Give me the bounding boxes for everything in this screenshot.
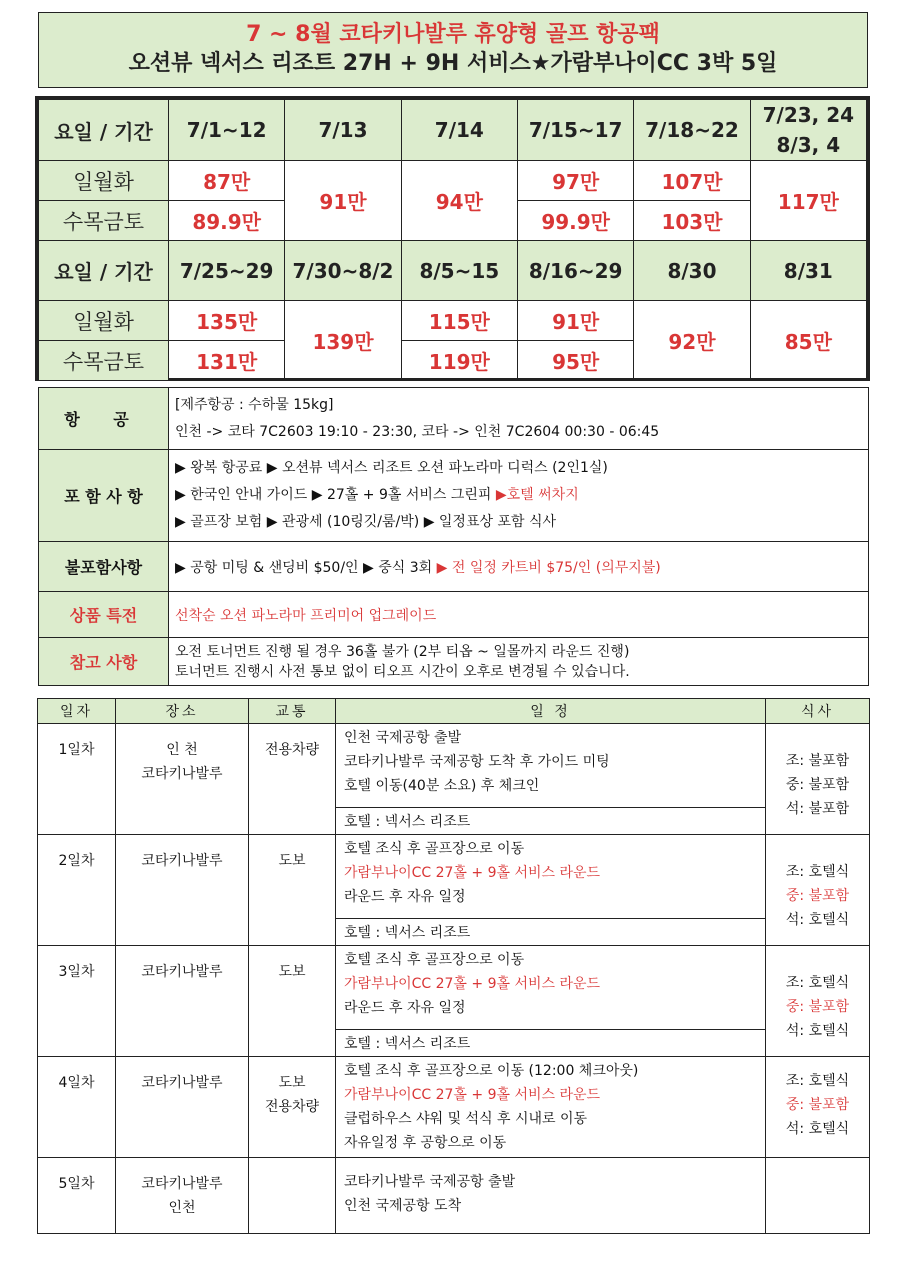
place-line: 코타키나발루 <box>141 766 223 782</box>
exclude-text: ▶ 공항 미팅 & 샌딩비 $50/인 ▶ 중식 3회 <box>175 559 437 576</box>
day-cell: 2일차 <box>38 835 116 946</box>
period-header: 요일 / 기간 <box>39 241 169 301</box>
flight-label: 항 공 <box>39 388 169 450</box>
meal-line: 중: 불포함 <box>785 887 850 904</box>
plan-cell <box>336 946 766 1030</box>
day-cell: 3일차 <box>38 946 116 1057</box>
exclude-info <box>169 542 869 592</box>
flight-line: [제주항공 : 수하물 15kg] <box>175 396 334 413</box>
price-cell: 92만 <box>634 301 750 381</box>
period-line: 7/23, 24 <box>762 103 855 127</box>
note-line: 오전 토너먼트 진행 될 경우 36홀 불가 (2부 티옵 ~ 일몰까지 라운드 진행) <box>175 643 630 660</box>
period-cell: 7/14 <box>401 100 517 161</box>
plan-line: 라운드 후 자유 일정 <box>344 1000 466 1016</box>
plan-line: 코타키나발루 국제공항 출발 <box>344 1174 516 1190</box>
price-cell: 135만 <box>169 301 285 341</box>
plan-line: 호텔 조식 후 골프장으로 이동 (12:00 체크아웃) <box>344 1063 639 1079</box>
place-line: 인천 <box>168 1200 196 1216</box>
plan-line: 호텔 이동(40분 소요) 후 체크인 <box>344 778 540 794</box>
price-cell: 139만 <box>285 301 401 381</box>
price-cell: 97만 <box>517 161 633 201</box>
price-cell: 89.9만 <box>169 201 285 241</box>
transport-cell: 도보 <box>249 946 336 1057</box>
day-cell: 1일차 <box>38 724 116 835</box>
meal-cell <box>766 1158 870 1234</box>
day-cell: 4일차 <box>38 1057 116 1158</box>
plan-line: 가람부나이CC 27홀 + 9홀 서비스 라운드 <box>344 865 601 881</box>
plan-line: 가람부나이CC 27홀 + 9홀 서비스 라운드 <box>344 1087 601 1103</box>
schedule-table <box>37 698 870 1234</box>
meal-line: 중: 불포함 <box>785 998 850 1015</box>
weekend-label: 수목금토 <box>39 341 169 381</box>
meal-line: 석: 호텔식 <box>785 1022 850 1039</box>
hotel-line: 호텔 : 넥서스 리조트 <box>336 1030 766 1057</box>
meal-line: 조: 불포함 <box>785 752 850 769</box>
price-cell: 85만 <box>750 301 866 381</box>
period-line: 8/3, 4 <box>776 133 841 157</box>
title-line-1: 7 ~ 8월 코타키나발루 휴양형 골프 항공팩 <box>246 22 660 47</box>
meal-cell <box>766 1057 870 1158</box>
plan-line: 호텔 조식 후 골프장으로 이동 <box>344 952 525 968</box>
price-cell: 103만 <box>634 201 750 241</box>
plan-line: 인천 국제공항 출발 <box>344 730 462 746</box>
transport-cell: 전용차량 <box>249 724 336 835</box>
include-line-text: ▶ 한국인 안내 가이드 ▶ 27홀 + 9홀 서비스 그린피 <box>175 487 496 503</box>
col-header-plan: 일 정 <box>336 699 766 724</box>
include-line <box>175 482 862 509</box>
meal-line: 석: 호텔식 <box>785 911 850 928</box>
plan-line: 호텔 조식 후 골프장으로 이동 <box>344 841 525 857</box>
transport-cell <box>249 1057 336 1158</box>
place-cell: 코타키나발루 <box>116 1057 249 1158</box>
meal-line: 석: 호텔식 <box>785 1121 850 1137</box>
price-cell: 87만 <box>169 161 285 201</box>
meal-cell <box>766 946 870 1057</box>
include-line: ▶ 골프장 보험 ▶ 관광세 (10링깃/룸/박) ▶ 일정표상 포함 식사 <box>175 514 557 530</box>
col-header-transport: 교통 <box>249 699 336 724</box>
cart-fee-text: ▶ 전 일정 카트비 $75/인 (의무지불) <box>436 559 661 576</box>
title-line-2: 오션뷰 넥서스 리조트 27H + 9H 서비스★가람부나이CC 3박 5일 <box>128 51 778 76</box>
price-cell: 94만 <box>401 161 517 241</box>
weekday-label: 일월화 <box>39 161 169 201</box>
plan-cell <box>336 835 766 919</box>
place-cell <box>116 724 249 835</box>
transport-cell <box>249 1158 336 1234</box>
price-cell: 115만 <box>401 301 517 341</box>
weekend-label: 수목금토 <box>39 201 169 241</box>
period-cell: 8/5~15 <box>401 241 517 301</box>
hotel-line: 호텔 : 넥서스 리조트 <box>336 808 766 835</box>
transport-line: 도보 <box>278 1075 306 1091</box>
period-cell: 7/15~17 <box>517 100 633 161</box>
plan-cell <box>336 724 766 808</box>
place-cell: 코타키나발루 <box>116 946 249 1057</box>
plan-line: 인천 국제공항 도착 <box>344 1198 462 1214</box>
include-line: ▶ 왕복 항공료 ▶ 오션뷰 넥서스 리조트 오션 파노라마 디럭스 (2인1실) <box>175 460 608 476</box>
flight-line: 인천 -> 코타 7C2603 19:10 - 23:30, 코타 -> 인천 7C2604 00:30 - 06:45 <box>175 423 660 440</box>
price-cell: 91만 <box>285 161 401 241</box>
col-header-day: 일자 <box>38 699 116 724</box>
place-cell: 코타키나발루 <box>116 835 249 946</box>
transport-line: 전용차량 <box>264 1099 320 1115</box>
period-cell: 7/25~29 <box>169 241 285 301</box>
period-cell: 7/1~12 <box>169 100 285 161</box>
special-label: 상품 특전 <box>39 592 169 638</box>
note-line: 토너먼트 진행시 사전 통보 없이 티오프 시간이 오후로 변경될 수 있습니다. <box>175 663 630 680</box>
flight-info <box>169 388 869 450</box>
period-cell: 8/31 <box>750 241 866 301</box>
include-label: 포 함 사 항 <box>39 450 169 542</box>
meal-line: 중: 불포함 <box>785 776 850 793</box>
meal-line: 조: 호텔식 <box>785 974 850 991</box>
plan-line: 클럽하우스 샤워 및 석식 후 시내로 이동 <box>344 1111 588 1127</box>
note-label: 참고 사항 <box>39 638 169 686</box>
period-cell: 8/30 <box>634 241 750 301</box>
price-cell: 117만 <box>750 161 866 241</box>
exclude-label: 불포함사항 <box>39 542 169 592</box>
price-cell: 95만 <box>517 341 633 381</box>
price-cell: 131만 <box>169 341 285 381</box>
plan-cell <box>336 1057 766 1158</box>
plan-line: 자유일정 후 공항으로 이동 <box>344 1135 507 1151</box>
include-info <box>169 450 869 542</box>
place-line: 코타키나발루 <box>141 1176 223 1192</box>
transport-cell: 도보 <box>249 835 336 946</box>
period-cell: 7/30~8/2 <box>285 241 401 301</box>
plan-line: 가람부나이CC 27홀 + 9홀 서비스 라운드 <box>344 976 601 992</box>
meal-cell <box>766 724 870 835</box>
meal-line: 중: 불포함 <box>785 1097 850 1113</box>
period-header: 요일 / 기간 <box>39 100 169 161</box>
note-info <box>169 638 869 686</box>
info-table <box>38 387 869 686</box>
plan-line: 라운드 후 자유 일정 <box>344 889 466 905</box>
price-cell: 119만 <box>401 341 517 381</box>
plan-cell <box>336 1158 766 1234</box>
col-header-meal: 식사 <box>766 699 870 724</box>
title-banner <box>38 12 868 88</box>
price-cell: 99.9만 <box>517 201 633 241</box>
col-header-place: 장소 <box>116 699 249 724</box>
place-line: 인 천 <box>166 742 198 758</box>
weekday-label: 일월화 <box>39 301 169 341</box>
meal-line: 석: 불포함 <box>785 800 850 817</box>
hotel-line: 호텔 : 넥서스 리조트 <box>336 919 766 946</box>
period-cell: 8/16~29 <box>517 241 633 301</box>
hotel-surcharge-text: ▶호텔 써차지 <box>495 487 579 503</box>
period-cell <box>750 100 866 161</box>
period-cell: 7/18~22 <box>634 100 750 161</box>
period-cell: 7/13 <box>285 100 401 161</box>
meal-line: 조: 호텔식 <box>785 1073 850 1089</box>
price-cell: 107만 <box>634 161 750 201</box>
meal-line: 조: 호텔식 <box>785 863 850 880</box>
special-text: 선착순 오션 파노라마 프리미어 업그레이드 <box>169 592 869 638</box>
price-cell: 91만 <box>517 301 633 341</box>
price-table <box>35 96 870 381</box>
day-cell: 5일차 <box>38 1158 116 1234</box>
place-cell <box>116 1158 249 1234</box>
plan-line: 코타키나발루 국제공항 도착 후 가이드 미팅 <box>344 754 610 770</box>
meal-cell <box>766 835 870 946</box>
